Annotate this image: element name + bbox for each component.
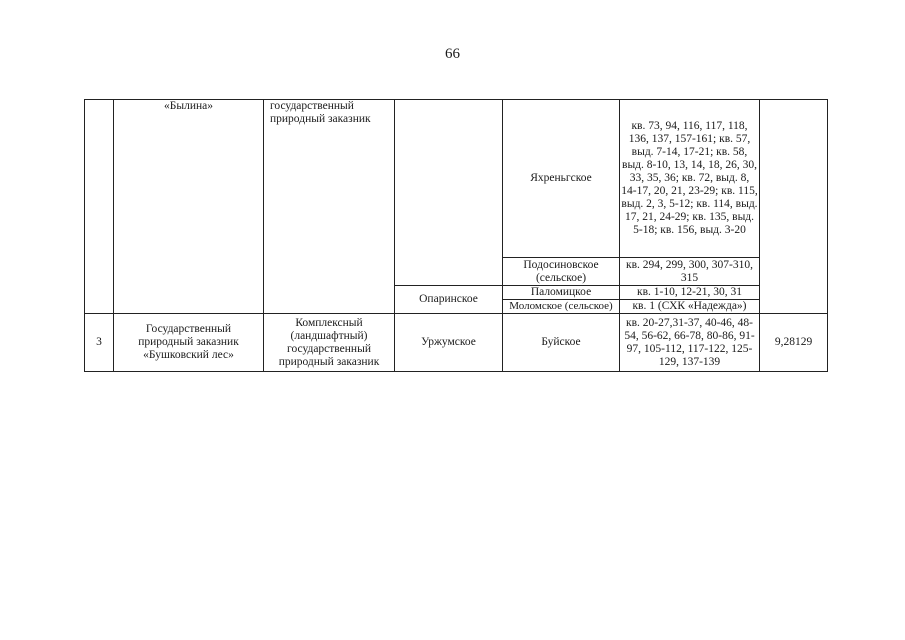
reserve-category-cell: государственный природный заказник	[264, 100, 395, 314]
row-number-cell	[85, 100, 114, 314]
district-cell: Опаринское	[395, 286, 503, 314]
settlement-cell: Моломское (сельское)	[503, 300, 620, 314]
settlement-cell: Подосиновское (сельское)	[503, 258, 620, 286]
quarters-cell: кв. 1 (СХК «Надежда»)	[620, 300, 760, 314]
district-cell	[395, 100, 503, 286]
district-cell: Уржумское	[395, 314, 503, 372]
quarters-cell: кв. 20-27,31-37, 40-46, 48-54, 56-62, 66-78, 80-86, 91-97, 105-112, 117-122, 125-129, 137-139	[620, 314, 760, 372]
quarters-cell: кв. 73, 94, 116, 117, 118, 136, 137, 157-161; кв. 57, выд. 7-14, 17-21; кв. 58, выд. 8-10, 13, 14, 18, 26, 30, 33, 35, 36; кв. 72, выд. 8, 14-17, 20, 21, 23-29; кв. 115, выд. 2, 3, 5-12; кв. 114, выд. 17, 21, 24-29; кв. 135, выд. 5-18; кв. 156, выд. 3-20	[620, 100, 760, 258]
settlement-cell: Яхреньгское	[503, 100, 620, 258]
area-cell	[760, 100, 828, 314]
area-cell: 9,28129	[760, 314, 828, 372]
settlement-cell: Буйское	[503, 314, 620, 372]
settlement-cell: Паломицкое	[503, 286, 620, 300]
reserves-table	[84, 99, 828, 372]
row-number-cell: 3	[85, 314, 114, 372]
reserve-category-cell: Комплексный (ландшафтный) государственный природный заказник	[264, 314, 395, 372]
table-row	[85, 100, 828, 258]
page-number: 66	[445, 46, 460, 62]
reserve-name-cell: Государственный природный заказник «Бушковский лес»	[114, 314, 264, 372]
table-row	[85, 314, 828, 372]
quarters-cell: кв. 1-10, 12-21, 30, 31	[620, 286, 760, 300]
reserve-name-cell: «Былина»	[114, 100, 264, 314]
quarters-cell: кв. 294, 299, 300, 307-310, 315	[620, 258, 760, 286]
